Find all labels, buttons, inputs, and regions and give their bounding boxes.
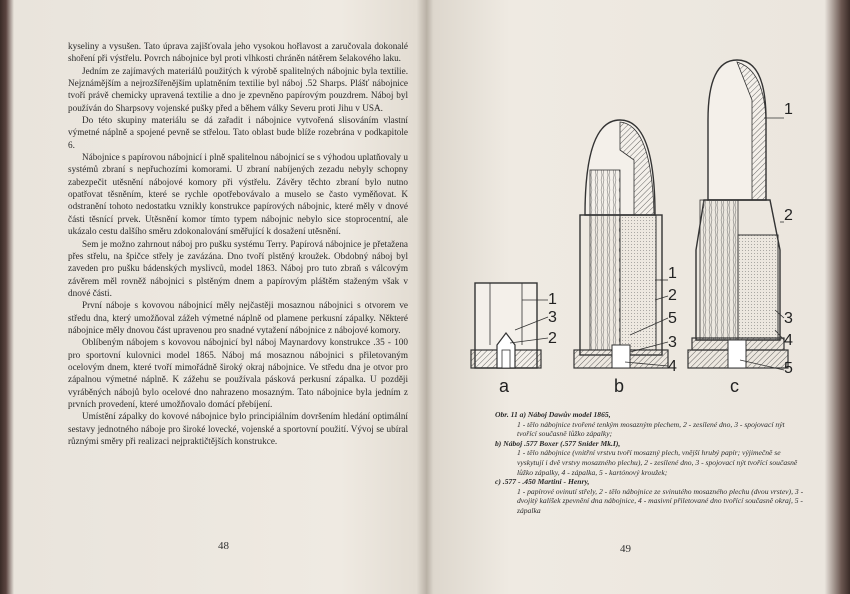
page-number-left: 48: [218, 540, 229, 552]
label-a-2: 2: [548, 330, 557, 347]
caption-a-text: 1 - tělo nábojnice tvořené tenkým mosazným plechem, 2 - zesílené dno, 3 - spojovací nýt tvořící současně lůžko zápalky;: [517, 419, 785, 439]
label-c-3: 3: [784, 310, 793, 327]
paragraph: Nábojnice s papírovou nábojnicí i plně spalitelnou nábojnicí se s výhodou uplatňovaly u systémů zbraní s nepřuchozími komorami. U zbraní nabíjených zezadu nebyly schopny zabezpečit utěsnění nábojové komory při výstřelu. Závěry těchto zbraní bylo nutno opatřovat těsněním, které se rychle opotřebovávalo a muselo se často vyměňovat. K odstranění tohoto nedostatku vznikly konstrukce papírových nábojnic, které měly v dnové části těsnící prvek. Utěsnění komor tímto typem nábojnic nebylo sice stoprocentní, ale ukázalo cestu dalšího směru zdokonalování směřující k dosažení utěsnění.: [68, 152, 408, 237]
label-c-5: 5: [784, 360, 793, 377]
label-b-1: 1: [668, 265, 677, 282]
paragraph: První náboje s kovovou nábojnicí měly nejčastěji mosaznou nábojnici s otvorem ve středu dna, který umožňoval zážeh výmetné náplně od plamene perkusní zápalky. Některé nábojnice měly dnovou část upravenou pro snadné vytažení nábojnice z nábojové komory.: [68, 300, 408, 335]
paragraph: Umístění zápalky do kovové nábojnice bylo principiálním dovršením hledání optimální sestavy jednotného náboje pro široké lovecké, vojenské a sportovní použití. Vývoj se ubíral různými směry při realizaci nejpraktičtějších konstrukce.: [68, 411, 408, 446]
paragraph: Oblíbeným nábojem s kovovou nábojnicí byl náboj Maynardovy konstrukce .35 - 100 pro sportovní kulovnici model 1865. Náboj má mosaznou nábojnici s přiletovaným ocelovým dnem, které tvoří mimořádně široký okraj nábojnice. Ve středu dna je otvor pro zápalnou výmetné náplně. K zážehu se používala pásková perkusní zápalka. U později vyráběných nábojů bylo ocelové dno nahrazeno mosazným. Tato nábojnice byla jedním z prvních provedení, které umožňovalo domácí přebíjení.: [68, 337, 408, 409]
label-b: b: [614, 376, 625, 396]
label-c: c: [730, 376, 739, 396]
label-c-1: 1: [784, 101, 793, 118]
page-number-right: 49: [620, 543, 631, 555]
caption-c-text: 1 - papírové ovinutí střely, 2 - tělo nábojnice ze svinutého mosazného plechu (dvou vrstev), 3 - dvojitý kalíšek zpevnění dna nábojnice, 4 - masivní přiletované dno tvořící současně okraj, 5 - zápalka: [517, 486, 804, 515]
paragraph: Do této skupiny materiálu se dá zařadit i nábojnice vytvořená slisováním vlastní výmetné náplně a spojené pevně se střelou. Tato oblast bude blíže rozebrána v podkapitole 6.: [68, 115, 408, 150]
caption-b-text: 1 - tělo nábojnice (vnitřní vrstvu tvoří mosazný plech, vnější hrubý papír; výjimečně se vyskytují i dvě vrstvy mosazného plechu), 2 - zesílené dno, 3 - spojovací nýt tvořící současně lůžko zápalky, 4 - zápalka, 5 - kartónový kroužek;: [517, 448, 798, 477]
label-c-2: 2: [784, 207, 793, 224]
label-b-3: 3: [668, 334, 677, 351]
caption-b-title: b) Náboj .577 Boxer (.577 Snider Mk.I),: [495, 438, 621, 448]
caption-title: Obr. 11 a) Náboj Dawův model 1865,: [495, 410, 611, 419]
caption-c-title: c) .577 - .450 Martini - Henry,: [495, 477, 590, 487]
cartridge-b: [574, 120, 668, 368]
paragraph: Sem je možno zahrnout náboj pro pušku systému Terry. Papírová nábojnice je přetažena přes střelu, na špičce střely je zavázána. Dno tvoří plstěný kroužek. Obdobný náboj byl zaveden pro pušku bádenských myslivců, model 1863. Náboj pro tuto zbraň s válcovým závěrem měl rovněž nábojnici s plstěným dnem a papírovým pláštěm staženým však v dnové části.: [68, 238, 408, 298]
label-a-3: 3: [548, 309, 557, 326]
label-a: a: [499, 376, 510, 396]
label-a-1: 1: [548, 291, 557, 308]
label-b-2: 2: [668, 287, 677, 304]
cartridge-a: [471, 283, 541, 368]
paragraph: Jedním ze zajímavých materiálů použitých k výrobě spalitelných nábojnic byla textilie. Nejznámějším a nejrozšířenějším uplatněním textilie byl náboj .52 Sharps. Plášť nábojnice tvoří právě chemicky upravená textilie a dno je zpevněno papírovým pouzdrem. Náboj byl používán do Sharpsovy vojenské pušky před a během války Severu proti Jihu v USA.: [68, 65, 408, 113]
label-b-5: 5: [668, 310, 677, 327]
label-b-4: 4: [668, 358, 677, 375]
paragraph: kyseliny a vysušen. Tato úprava zajišťovala jeho vysokou hořlavost a zaručovala dokonalé shoření při výstřelu. Povrch nábojnice byl proti vlhkosti chráněn nátěrem šelakového laku.: [68, 41, 408, 64]
label-c-4: 4: [784, 332, 793, 349]
cartridge-c: [688, 60, 788, 368]
figure-caption: [495, 410, 805, 516]
